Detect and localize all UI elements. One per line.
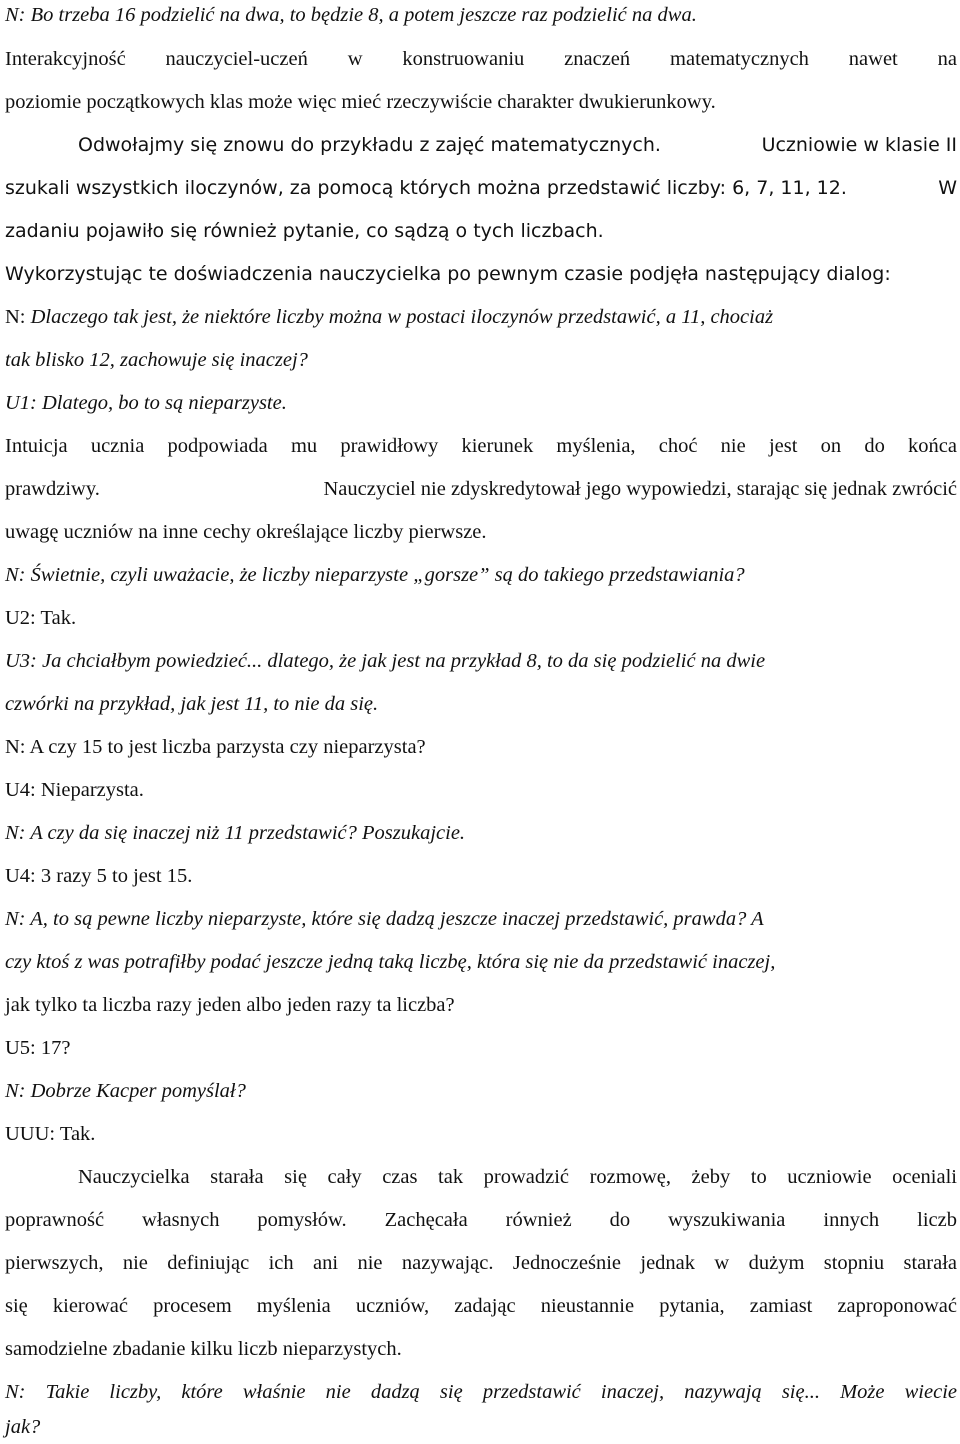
text-segment: Uczniowie w klasie II [761,134,957,156]
paragraph-line: Nauczycielka starała się cały czas tak prowadzić rozmowę, żeby to uczniowie oceniali [78,1166,957,1188]
paragraph-line: Wykorzystując te doświadczenia nauczycielka po pewnym czasie podjęła następujący dialog: [5,263,891,285]
dialog-line: tak blisko 12, zachowuje się inaczej? [5,349,308,371]
text-segment: Odwołajmy się znowu do przykładu z zajęć matematycznych. [78,134,661,156]
dialog-line: czy ktoś z was potrafiłby podać jeszcze jedną taką liczbę, która się nie da przedstawić inaczej, [5,951,776,973]
paragraph-line: pierwszych, nie definiując ich ani nie nazywając. Jednocześnie jednak w dużym stopniu starała [5,1252,957,1274]
speaker-label: N: [5,306,26,328]
text-segment: W [938,177,957,199]
paragraph-line: zadaniu pojawiło się również pytanie, co sądzą o tych liczbach. [5,220,604,242]
text-segment: Nauczyciel nie zdyskredytował jego wypowiedzi, starając się jednak zwrócić [323,478,957,500]
paragraph-line [5,175,957,201]
dialog-line: N: A czy 15 to jest liczba parzysta czy nieparzysta? [5,736,426,758]
dialog-text: Dlaczego tak jest, że niektóre liczby można w postaci iloczynów przedstawić, a 11, chociaż [30,306,774,328]
paragraph-line: Interakcyjność nauczyciel-uczeń w konstruowaniu znaczeń matematycznych nawet na [5,48,957,70]
paragraph-line: poziomie początkowych klas może więc mieć rzeczywiście charakter dwukierunkowy. [5,91,716,113]
paragraph-line: uwagę uczniów na inne cechy określające liczby pierwsze. [5,521,487,543]
text-segment: szukali wszystkich iloczynów, za pomocą których można przedstawić liczby: 6, 7, 11, 12. [5,177,847,199]
dialog-line: N: Dobrze Kacper pomyślał? [5,1080,246,1102]
dialog-line: jak tylko ta liczba razy jeden albo jeden razy ta liczba? [5,994,455,1016]
dialog-line: N: Świetnie, czyli uważacie, że liczby nieparzyste „gorsze” są do takiego przedstawiania? [5,564,745,586]
dialog-line: jak? [5,1416,41,1438]
dialog-line: U5: 17? [5,1037,71,1059]
text-segment: prawdziwy. [5,478,100,500]
dialog-line: U2: Tak. [5,607,77,629]
paragraph-line: poprawność własnych pomysłów. Zachęcała również do wyszukiwania innych liczb [5,1209,957,1231]
paragraph-line: się kierować procesem myślenia uczniów, zadając nieustannie pytania, zamiast zaproponować [5,1295,957,1317]
dialog-line: N: Bo trzeba 16 podzielić na dwa, to będzie 8, a potem jeszcze raz podzielić na dwa. [5,4,697,26]
dialog-line: N: A czy da się inaczej niż 11 przedstawić? Poszukajcie. [5,822,466,844]
dialog-line [5,304,957,330]
paragraph-line [5,476,957,502]
dialog-line: N: A, to są pewne liczby nieparzyste, które się dadzą jeszcze inaczej przedstawić, prawda? A [5,908,764,930]
dialog-line: U4: 3 razy 5 to jest 15. [5,865,193,887]
dialog-line: U1: Dlatego, bo to są nieparzyste. [5,392,287,414]
dialog-line: UUU: Tak. [5,1123,96,1145]
paragraph-line [5,132,957,158]
dialog-line: U3: Ja chciałbym powiedzieć... dlatego, że jak jest na przykład 8, to da się podzielić na dwie [5,650,766,672]
dialog-line: U4: Nieparzysta. [5,779,144,801]
dialog-line: czwórki na przykład, jak jest 11, to nie da się. [5,693,379,715]
dialog-line: N: Takie liczby, które właśnie nie dadzą się przedstawić inaczej, nazywają się... Może wiecie [5,1381,957,1403]
paragraph-line: Intuicja ucznia podpowiada mu prawidłowy kierunek myślenia, choć nie jest on do końca [5,435,957,457]
paragraph-line: samodzielne zbadanie kilku liczb nieparzystych. [5,1338,402,1360]
